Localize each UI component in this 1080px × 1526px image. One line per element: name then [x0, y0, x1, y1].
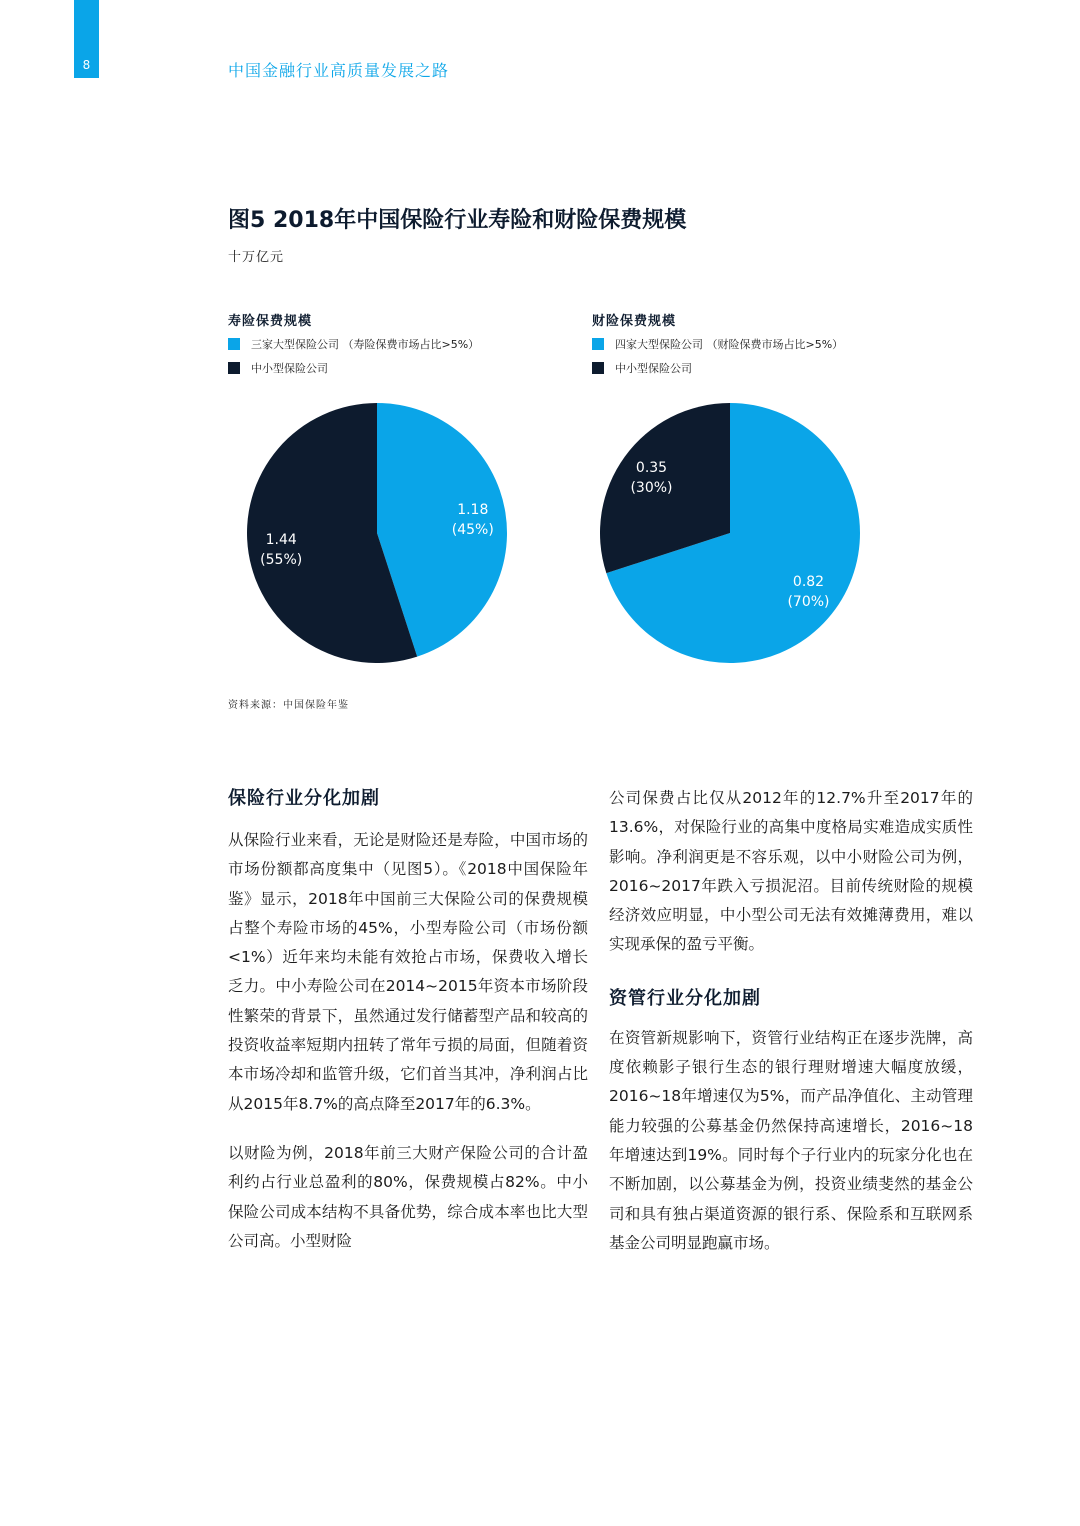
legend-label: 四家大型保险公司 （财险保费市场占比>5%）	[615, 338, 844, 351]
slice-percent-label: (30%)	[630, 480, 673, 496]
legend-item	[592, 332, 912, 356]
legend-label: 中小型保险公司	[251, 362, 328, 375]
legend-item	[592, 356, 912, 380]
body-column-right	[609, 784, 973, 1258]
slice-value-label: 0.82	[792, 574, 825, 590]
paragraph: 以财险为例，2018年前三大财产保险公司的合计盈利约占行业总盈利的80%，保费规模占82%。中小保险公司成本结构不具备优势，综合成本率也比大型公司高。小型财险	[228, 1143, 588, 1250]
body-column-left	[228, 784, 588, 1256]
slice-value-label: 1.44	[265, 532, 297, 549]
slice-percent-label: (45%)	[451, 521, 494, 538]
slice-percent-label: (55%)	[260, 552, 303, 569]
paragraph: 在资管新规影响下，资管行业结构正在逐步洗牌，高度依赖影子银行生态的银行理财增速大幅度放缓，2016~18年增速仅为5%，而产品净值化、主动管理能力较强的公募基金仍然保持高速增长，2016~18年增速达到19%。同时每个子行业内的玩家分化也在不断加剧，以公募基金为例，投资业绩斐然的基金公司和具有独占渠道资源的银行系、保险系和互联网系基金公司明显跑赢市场。	[609, 1028, 973, 1252]
legend-item	[228, 356, 548, 380]
legend-swatch-large	[228, 338, 240, 350]
property-insurance-pie-block	[592, 312, 912, 610]
legend-swatch-small	[228, 362, 240, 374]
life-insurance-pie-block	[228, 312, 548, 569]
figure-source: 资料来源：中国保险年鉴	[228, 700, 349, 711]
legend-item	[228, 332, 548, 356]
page-number: 8	[82, 58, 91, 72]
figure-unit: 十万亿元	[228, 250, 285, 265]
pie-title: 寿险保费规模	[228, 314, 313, 329]
slice-value-label: 1.18	[457, 501, 489, 518]
page-tab	[74, 0, 99, 78]
slice-percent-label: (70%)	[787, 594, 830, 610]
paragraph: 从保险行业来看，无论是财险还是寿险，中国市场的市场份额都高度集中（见图5）。《2018中国保险年鉴》显示，2018年中国前三大保险公司的保费规模占整个寿险市场的45%，小型寿险公司（市场份额<1%）近年来均未能有效抢占市场，保费收入增长乏力。中小寿险公司在2014~2015年资本市场阶段性繁荣的背景下，虽然通过发行储蓄型产品和较高的投资收益率短期内扭转了常年亏损的局面，但随着资本市场冷却和监管升级，它们首当其冲，净利润占比从2015年8.7%的高点降至2017年的6.3%。	[228, 831, 588, 1113]
slice-value-label: 0.35	[635, 460, 668, 476]
life-insurance-pie-chart	[246, 402, 508, 664]
paragraph: 公司保费占比仅从2012年的12.7%升至2017年的13.6%，对保险行业的高集中度格局实难造成实质性影响。净利润更是不容乐观，以中小财险公司为例，2016~2017年跌入亏损泥沼。目前传统财险的规模经济效应明显，中小型公司无法有效摊薄费用，难以实现承保的盈亏平衡。	[609, 789, 973, 954]
legend-swatch-small	[592, 362, 604, 374]
section-heading-asset-management: 资管行业分化加剧	[609, 987, 761, 1009]
property-insurance-pie-chart	[599, 402, 861, 664]
legend-swatch-large	[592, 338, 604, 350]
legend-label: 三家大型保险公司 （寿险保费市场占比>5%）	[251, 338, 480, 351]
legend-label: 中小型保险公司	[615, 362, 692, 375]
pie-title: 财险保费规模	[592, 314, 677, 329]
running-title: 中国金融行业高质量发展之路	[228, 61, 450, 80]
figure-title: 图5 2018年中国保险行业寿险和财险保费规模	[228, 208, 687, 233]
section-heading-insurance: 保险行业分化加剧	[228, 788, 380, 809]
